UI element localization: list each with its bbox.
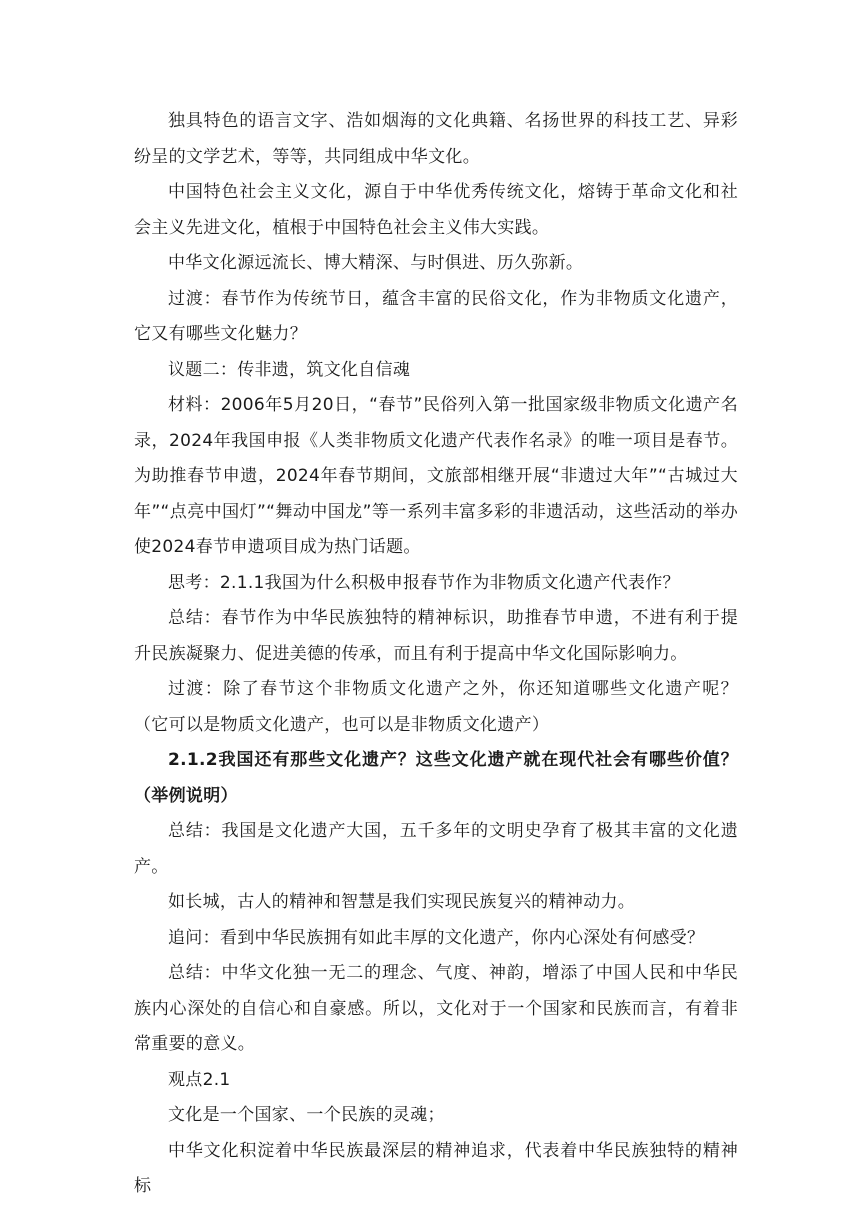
paragraph-transition-heritage: 过渡：除了春节这个非物质文化遗产之外，你还知道哪些文化遗产呢？（它可以是物质文化遗产，也可以是非物质文化遗产） [134,679,738,735]
follow-up-question: 追问：看到中华民族拥有如此丰厚的文化遗产，你内心深处有何感受？ [168,927,705,948]
paragraph-socialist-culture: 中国特色社会主义文化，源自于中华优秀传统文化，熔铸于革命文化和社会主义先进文化，植根于中国特色社会主义伟大实践。 [134,182,738,238]
document-body [134,104,738,1205]
paragraph-transition-spring-festival: 过渡：春节作为传统节日，蕴含丰富的民俗文化，作为非物质文化遗产，它又有哪些文化魅力？ [134,288,738,344]
question-2-1-2: 2.1.2我国还有那些文化遗产？这些文化遗产就在现代社会有哪些价值？（举例说明） [134,750,738,806]
viewpoint-2-1-heading: 观点2.1 [168,1069,231,1090]
paragraph-culture-traits: 中华文化源远流长、博大精深、与时俱进、历久弥新。 [168,253,584,273]
paragraph-spiritual-pursuit: 中华文化积淀着中华民族最深层的精神追求，代表着中华民族独特的精神标 [134,1140,738,1196]
summary-heritage-country: 总结：我国是文化遗产大国，五千多年的文明史孕育了极其丰富的文化遗产。 [134,821,738,877]
topic-two-heading: 议题二：传非遗，筑文化自信魂 [168,359,411,380]
summary-spring-festival: 总结：春节作为中华民族独特的精神标识，助推春节申遗，不进有利于提升民族凝聚力、促进美德的传承，而且有利于提高中华文化国际影响力。 [134,608,738,664]
summary-confidence: 总结：中华文化独一无二的理念、气度、神韵，增添了中国人民和中华民族内心深处的自信心和自豪感。所以，文化对于一个国家和民族而言，有着非常重要的意义。 [134,963,738,1054]
paragraph-great-wall-example: 如长城，古人的精神和智慧是我们实现民族复兴的精神动力。 [168,892,636,912]
paragraph-culture-soul: 文化是一个国家、一个民族的灵魂； [168,1105,445,1125]
question-2-1-1: 思考：2.1.1我国为什么积极申报春节作为非物质文化遗产代表作？ [168,572,680,593]
paragraph-material: 材料：2006年5月20日，“春节”民俗列入第一批国家级非物质文化遗产名录，2024年我国申报《人类非物质文化遗产代表作名录》的唯一项目是春节。为助推春节申遗，2024年春节期间，文旅部相继开展“非遗过大年”“古城过大年”“点亮中国灯”“舞动中国龙”等一系列丰富多彩的非遗活动，这些活动的举办使2024春节申遗项目成为热门话题。 [134,395,738,557]
paragraph-chinese-culture-components: 独具特色的语言文字、浩如烟海的文化典籍、名扬世界的科技工艺、异彩纷呈的文学艺术，等等，共同组成中华文化。 [134,111,738,167]
